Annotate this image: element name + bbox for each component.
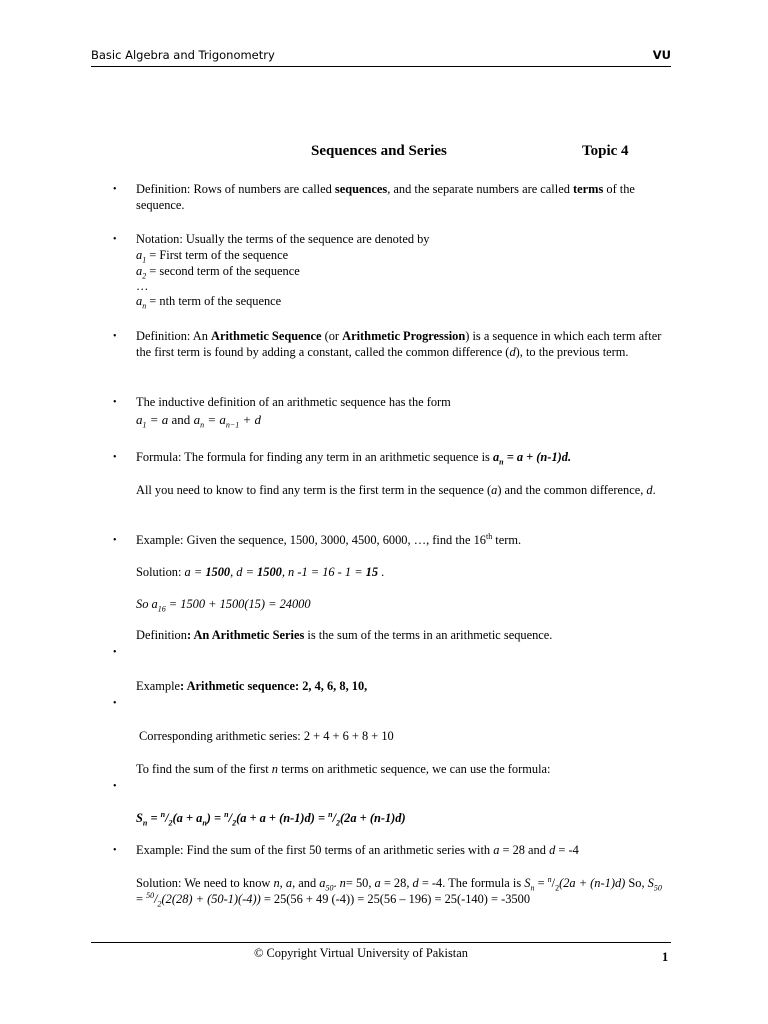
definition-arithmetic-sequence: Definition: An Arithmetic Sequence (or Arithmetic Progression) is a sequence in which each term after the first term is found by adding a constant, called the common difference (d), to the previous term.: [136, 329, 662, 359]
bullet: •: [113, 781, 117, 792]
bullet: •: [113, 845, 117, 856]
sum-intro: To find the sum of the first n terms on arithmetic sequence, we can use the formula:: [136, 762, 551, 776]
solution-2: Solution: We need to know n, a, and $a_{50}$. n= 50, a = 28, d = -4. The formula is $S_n = ^n/_2(2a + (n-1)d)$ So, $S_{50} = ^{50}/_2(2(28) + (50-1)(-4)) = 25(56 + 49$ (-4)) = 25(56 – 196) = 25(-140) = -3500: [136, 874, 662, 909]
copyright-footer: © Copyright Virtual University of Pakistan: [254, 946, 468, 960]
example-sixteenth-term: Example: Given the sequence, 1500, 3000, 4500, 6000, …, find the 16th term.: [136, 531, 522, 547]
running-header: [91, 48, 671, 66]
definition-arithmetic-series: Definition: An Arithmetic Series is the sum of the terms in an arithmetic sequence.: [136, 628, 553, 642]
formula-nth-term: Formula: The formula for finding any term in an arithmetic sequence is $a_n = a + (n-1)d$.: [136, 450, 572, 467]
bullet: •: [113, 234, 117, 245]
bullet: •: [113, 184, 117, 195]
topic-label: Topic 4: [582, 143, 629, 159]
bullet: •: [113, 535, 117, 546]
course-title: Basic Algebra and Trigonometry: [91, 48, 275, 62]
corresponding-series: Corresponding arithmetic series: 2 + 4 + 6 + 8 + 10: [139, 729, 394, 743]
bullet: •: [113, 397, 117, 408]
sum-formula: $S_n = ^n/_2(a + a_n) = ^n/_2(a + a + (n-1)d) = ^n/_2(2a + (n-1)d)$: [136, 809, 406, 828]
example-sum-fifty: Example: Find the sum of the first 50 terms of an arithmetic series with a = 28 and d = -4: [136, 843, 579, 857]
institution-abbr: VU: [652, 48, 671, 62]
header-rule: [91, 66, 671, 67]
bullet: •: [113, 698, 117, 709]
solution-1-result: So $a_{16} = 1500 + 1500(15) = 24000$: [136, 597, 311, 614]
example-arithmetic-sequence: Example: Arithmetic sequence: 2, 4, 6, 8, 10,: [136, 679, 368, 693]
solution-1: Solution: a = 1500, d = 1500, n -1 = 16 - 1 = 15 .: [136, 565, 385, 579]
page-number: 1: [662, 950, 669, 964]
page-title: Sequences and Series: [311, 143, 447, 159]
bullet: •: [113, 452, 117, 463]
bullet: •: [113, 331, 117, 342]
definition-sequences: Definition: Rows of numbers are called sequences, and the separate numbers are called terms of the sequence.: [136, 182, 635, 212]
bullet: •: [113, 647, 117, 658]
know-paragraph: All you need to know to find any term is the first term in the sequence (a) and the common difference, d.: [136, 483, 656, 497]
footer-rule: [91, 942, 671, 943]
inductive-definition: The inductive definition of an arithmetic sequence has the form $a_1 = a$ and $a_n = a_{n-1} + d$: [136, 395, 451, 430]
notation-block: Notation: Usually the terms of the sequence are denoted by $a_1$ = First term of the sequence $a_2$ = second term of the sequence … $a_n$ = nth term of the sequence: [136, 232, 430, 311]
